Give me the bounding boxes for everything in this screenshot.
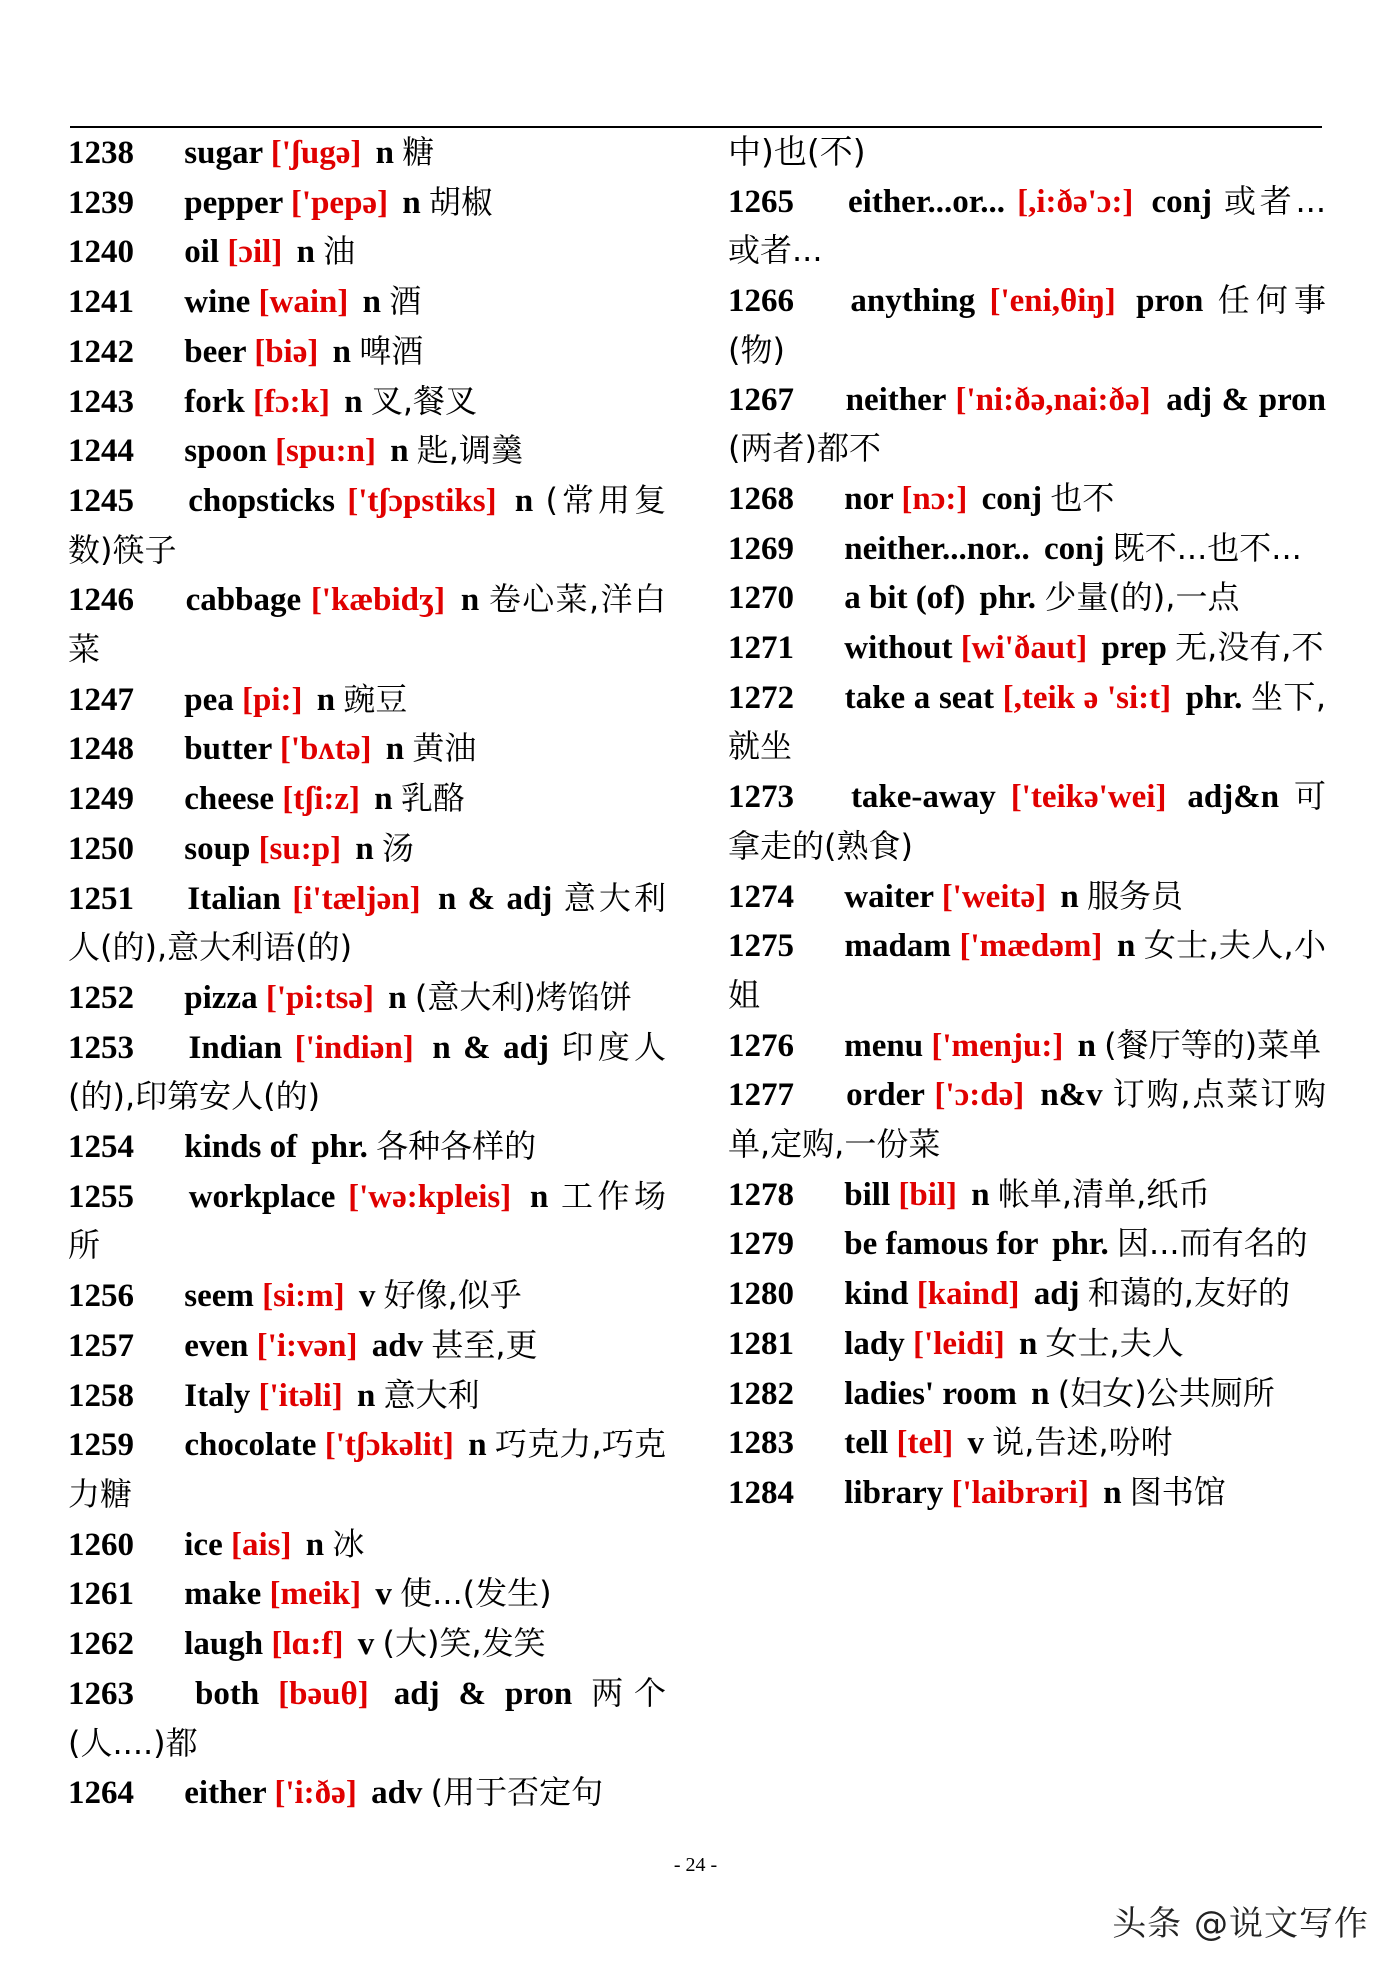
vocab-entry [728, 376, 1326, 474]
entry-phonetic: ['indiən] [294, 1029, 414, 1066]
entry-meaning: (常用复数)筷子 [68, 480, 667, 569]
entry-phonetic: [,i:ðə'ɔ:] [1017, 183, 1134, 220]
entry-number: 1257 [68, 1327, 134, 1364]
vocab-entry [68, 377, 666, 427]
entry-number: 1281 [728, 1325, 794, 1362]
vocab-entry [68, 1420, 666, 1519]
entry-phonetic: [su:p] [258, 830, 342, 867]
entry-pos: n [514, 482, 534, 519]
vocab-entry [728, 1468, 1326, 1518]
entry-word: either [184, 1775, 267, 1812]
entry-meaning: 叉,餐叉 [370, 381, 478, 420]
entry-phonetic: [nɔ:] [901, 480, 968, 517]
entry-word: anything [850, 283, 976, 320]
vocab-entry [728, 524, 1326, 574]
entry-pos: v [358, 1278, 376, 1315]
entry-number: 1253 [68, 1029, 134, 1066]
entry-meaning: 女士,夫人 [1045, 1323, 1184, 1362]
entry-pos: n [316, 681, 336, 718]
entry-word: kinds of [184, 1129, 298, 1166]
entry-number: 1240 [68, 234, 134, 271]
entry-word: cabbage [185, 582, 302, 619]
vocab-entry [728, 921, 1326, 1020]
entry-pos: n [1077, 1027, 1096, 1064]
entry-word: lady [844, 1325, 905, 1362]
entry-word: either...or... [848, 183, 1006, 220]
entry-phonetic: [tel] [896, 1425, 954, 1462]
entry-number: 1277 [728, 1077, 794, 1114]
entry-word: Indian [188, 1029, 283, 1066]
entry-pos: conj [1151, 183, 1212, 220]
entry-pos: n & adj [437, 880, 553, 917]
entry-number: 1249 [68, 781, 134, 818]
vocab-entry [728, 673, 1326, 772]
entry-number: 1283 [728, 1425, 794, 1462]
entry-meaning: 无,没有,不 [1175, 628, 1324, 667]
entry-pos: conj [1044, 530, 1105, 567]
entry-meaning: 汤 [381, 828, 414, 867]
entry-pos: v [375, 1576, 392, 1613]
vocab-entry [728, 1070, 1326, 1169]
entry-phonetic: ['i:ðə] [274, 1775, 357, 1812]
entry-phonetic: [spu:n] [275, 433, 376, 470]
entry-pos: adj&n [1187, 779, 1280, 816]
vocab-entry [728, 474, 1326, 524]
entry-pos: phr. [1185, 679, 1243, 716]
entry-word: nor [844, 480, 894, 517]
entry-meaning: 匙,调羹 [416, 431, 523, 470]
entry-meaning: 和蔼的,友好的 [1087, 1274, 1290, 1313]
entry-number: 1280 [728, 1276, 794, 1313]
entry-number: 1243 [68, 383, 134, 420]
entry-pos: n [357, 1377, 376, 1414]
vocab-entry [728, 1219, 1326, 1269]
entry-phonetic: ['pi:tsə] [265, 979, 374, 1016]
entry-phonetic: ['tʃɔkəlit] [324, 1427, 454, 1464]
entry-phonetic: [biə] [254, 333, 319, 370]
entry-meaning: 坐下,就坐 [728, 677, 1326, 766]
entry-number: 1260 [68, 1526, 134, 1563]
entry-pos: v [357, 1626, 375, 1663]
entry-pos: adv [371, 1775, 423, 1812]
vocab-entry [68, 973, 666, 1023]
entry-phonetic: ['ɔ:də] [934, 1077, 1025, 1114]
entry-number: 1239 [68, 184, 134, 221]
entry-meaning: 意大利人(的),意大利语(的) [68, 878, 667, 967]
entry-number: 1247 [68, 681, 134, 718]
entry-word: bill [844, 1176, 891, 1213]
entry-pos: n & adj [432, 1029, 550, 1066]
continuation-text: 中)也(不) [728, 132, 866, 171]
entry-word: tell [844, 1425, 889, 1462]
vocab-entry [68, 227, 666, 277]
entry-pos: phr. [979, 580, 1037, 617]
entry-word: beer [184, 333, 246, 370]
entry-pos: n [296, 234, 315, 271]
entry-number: 1258 [68, 1377, 134, 1414]
entry-number: 1278 [728, 1176, 794, 1213]
entry-number: 1266 [728, 283, 794, 320]
entry-meaning: 甚至,更 [431, 1325, 538, 1364]
vocab-entry [68, 128, 666, 178]
entry-meaning: 豌豆 [343, 679, 408, 718]
entry-pos: phr. [1052, 1226, 1109, 1263]
entry-phonetic: ['ni:ðə,nai:ðə] [955, 381, 1151, 418]
entry-meaning: 使...(发生) [400, 1574, 552, 1613]
entry-word: pea [184, 681, 234, 718]
entry-number: 1251 [68, 880, 134, 917]
entry-word: make [184, 1576, 262, 1613]
entry-pos: n&v [1040, 1077, 1103, 1114]
entry-pos: n [1018, 1325, 1038, 1362]
entry-pos: n [1103, 1474, 1122, 1511]
vocab-entry [68, 675, 666, 725]
entry-meaning: (两者)都不 [728, 429, 881, 468]
entry-meaning: 各种各样的 [376, 1127, 537, 1166]
entry-word: take a seat [844, 679, 994, 716]
entry-meaning: (餐厅等的)菜单 [1104, 1025, 1322, 1064]
entry-number: 1250 [68, 830, 134, 867]
entry-phonetic: [kaind] [916, 1276, 1020, 1313]
entry-pos: n [305, 1526, 325, 1563]
entry-word: even [184, 1327, 249, 1364]
entry-number: 1238 [68, 135, 134, 171]
vocab-entry [728, 573, 1326, 623]
entry-word: a bit (of) [844, 580, 966, 617]
entry-phonetic: [bil] [898, 1176, 958, 1213]
entry-word: be famous for [844, 1226, 1038, 1263]
entry-meaning: 两个(人....)都 [68, 1673, 666, 1762]
entry-meaning: 冰 [332, 1524, 365, 1563]
entry-phonetic: [si:m] [262, 1278, 345, 1315]
entry-word: order [846, 1077, 925, 1114]
entry-phonetic: ['leidi] [913, 1325, 1005, 1362]
vocab-entry [728, 1418, 1326, 1468]
right-column [728, 128, 1326, 1518]
vocab-entry [68, 1023, 666, 1122]
entry-word: ladies' room [844, 1375, 1017, 1412]
entry-word: cheese [184, 781, 275, 818]
page-number: - 24 - [673, 1854, 718, 1876]
entry-number: 1262 [68, 1626, 134, 1663]
entry-phonetic: [ɔil] [227, 234, 283, 271]
entry-word: oil [184, 234, 220, 271]
vocab-entry [728, 772, 1326, 871]
entry-phonetic: [pi:] [242, 681, 303, 718]
entry-phonetic: [ais] [230, 1526, 292, 1563]
entry-number: 1282 [728, 1375, 794, 1412]
entry-number: 1259 [68, 1427, 134, 1464]
entry-number: 1246 [68, 582, 134, 619]
vocab-entry [68, 1768, 666, 1818]
entry-number: 1284 [728, 1474, 794, 1511]
entry-word: pizza [184, 979, 258, 1016]
entry-meaning: 黄油 [412, 729, 477, 768]
watermark: 头条 @说文写作 [1112, 1904, 1369, 1944]
vocab-entry [68, 1520, 666, 1570]
vocab-entry [728, 1269, 1326, 1319]
entry-word: fork [184, 383, 245, 420]
entry-meaning: 帐单,清单,纸币 [997, 1174, 1211, 1213]
entry-meaning: 卷心菜,洋白菜 [68, 580, 667, 669]
entry-phonetic: ['menju:] [931, 1027, 1064, 1064]
vocab-entry [728, 1369, 1326, 1419]
entry-pos: phr. [311, 1129, 368, 1166]
entry-pos: n [1116, 928, 1136, 965]
entry-meaning: 糖 [402, 133, 435, 171]
entry-meaning: (妇女)公共厕所 [1057, 1373, 1275, 1412]
entry-meaning: 啤酒 [359, 331, 424, 370]
entry-meaning: 既不...也不... [1112, 528, 1302, 567]
entry-phonetic: [,teik ə 'si:t] [1002, 679, 1172, 716]
entry-meaning: (用于否定句 [430, 1773, 604, 1812]
entry-pos: n [344, 383, 363, 420]
vocab-entry [68, 1271, 666, 1321]
entry-meaning: 胡椒 [428, 182, 493, 221]
entry-number: 1264 [68, 1775, 134, 1812]
vocab-entry [728, 177, 1326, 276]
entry-pos: n [362, 284, 381, 321]
entry-word: waiter [844, 878, 934, 915]
entry-pos: n [529, 1178, 549, 1215]
vocab-entry [68, 1321, 666, 1371]
entry-word: menu [844, 1027, 924, 1064]
entry-pos: adj [1033, 1276, 1080, 1313]
entry-meaning: (意大利)烤馅饼 [414, 977, 632, 1016]
entry-number: 1274 [728, 878, 794, 915]
vocab-entry [728, 1319, 1326, 1369]
entry-phonetic: [bəuθ] [278, 1675, 369, 1712]
entry-number: 1242 [68, 333, 134, 370]
vocab-entry [68, 1172, 666, 1271]
entry-number: 1279 [728, 1226, 794, 1263]
entry-pos: adj & pron [1166, 381, 1326, 418]
entry-word: kind [844, 1276, 909, 1313]
entry-phonetic: ['kæbidʒ] [310, 582, 446, 619]
entry-pos: n [1060, 878, 1079, 915]
entry-number: 1241 [68, 284, 134, 321]
entry-phonetic: ['eni,θiŋ] [989, 283, 1116, 320]
entry-word: wine [184, 284, 251, 321]
entry-number: 1267 [728, 381, 794, 418]
entry-meaning: 图书馆 [1129, 1472, 1226, 1511]
entry-meaning: (大)笑,发笑 [382, 1624, 546, 1663]
entry-pos: pron [1136, 283, 1204, 320]
vocab-entry [68, 1569, 666, 1619]
vocab-entry [68, 1371, 666, 1421]
entry-phonetic: ['bʌtə] [279, 731, 372, 768]
entry-number: 1255 [68, 1178, 134, 1215]
entry-pos: n [460, 582, 480, 619]
entry-number: 1252 [68, 979, 134, 1016]
entry-number: 1263 [68, 1675, 134, 1712]
entry-phonetic: [i'tæljən] [292, 880, 421, 917]
entry-pos: n [355, 830, 374, 867]
entry-number: 1268 [728, 480, 794, 517]
entry-meaning: 可拿走的(熟食) [728, 777, 1327, 865]
entry-pos: v [967, 1425, 985, 1462]
vocab-entry [728, 623, 1326, 673]
vocab-entry [68, 1619, 666, 1669]
vocab-entry [68, 824, 666, 874]
entry-number: 1270 [728, 580, 794, 617]
entry-pos: n [390, 433, 409, 470]
entry-number: 1256 [68, 1278, 134, 1315]
entry-meaning: 工作场所 [68, 1176, 666, 1265]
entry-pos: n [468, 1427, 487, 1464]
entry-pos: n [1031, 1375, 1050, 1412]
vocab-entry [68, 426, 666, 476]
entry-pos: n [332, 333, 351, 370]
entry-phonetic: [fɔ:k] [253, 383, 330, 420]
entry-meaning: 女士,夫人,小姐 [728, 926, 1326, 1014]
entry-phonetic: [wain] [258, 284, 349, 321]
entry-meaning: 也不 [1050, 478, 1115, 517]
vocab-entry [68, 1669, 666, 1768]
entry-word: chocolate [184, 1427, 317, 1464]
entry-word: madam [844, 928, 951, 965]
vocab-entry [68, 277, 666, 327]
entry-word: Italian [187, 880, 281, 917]
vocab-entry [728, 1021, 1326, 1071]
entry-word: ice [184, 1526, 223, 1563]
entry-meaning: 酒 [389, 282, 422, 321]
entry-phonetic: ['wə:kpleis] [348, 1178, 512, 1215]
vocab-entry [728, 1170, 1326, 1220]
entry-word: Italy [184, 1377, 251, 1414]
entry-pos: n [375, 135, 394, 171]
entry-word: library [844, 1474, 944, 1511]
entry-pos: adj & pron [393, 1675, 573, 1712]
entry-pos: n [388, 979, 407, 1016]
entry-phonetic: ['ʃugə] [270, 135, 362, 171]
entry-word: butter [184, 731, 272, 768]
entry-phonetic: ['teikə'wei] [1010, 779, 1167, 816]
vocab-entry [728, 872, 1326, 922]
entry-word: neither...nor.. [844, 530, 1030, 567]
left-column [68, 128, 666, 1818]
entry-pos: n [971, 1176, 990, 1213]
entry-word: soup [184, 830, 251, 867]
vocab-entry [68, 476, 666, 575]
entry-word: spoon [184, 433, 267, 470]
entry-pos: conj [981, 480, 1043, 517]
entry-word: without [844, 630, 953, 667]
entry-number: 1248 [68, 731, 134, 768]
entry-word: seem [184, 1278, 254, 1315]
entry-phonetic: ['weitə] [941, 878, 1047, 915]
entry-pos: n [402, 184, 421, 221]
entry-meaning: 油 [323, 232, 356, 271]
entry-meaning: 巧克力,巧克力糖 [68, 1425, 666, 1513]
entry-word: neither [845, 381, 946, 418]
entry-phonetic: ['tʃɔpstiks] [347, 482, 497, 519]
entry-number: 1273 [728, 779, 794, 816]
entry-meaning: 少量(的),一点 [1044, 578, 1240, 617]
entry-meaning: 服务员 [1086, 876, 1183, 915]
vocab-entry [68, 874, 666, 973]
entry-phonetic: [wi'ðaut] [960, 630, 1088, 667]
entry-number: 1244 [68, 433, 134, 470]
entry-number: 1272 [728, 679, 794, 716]
entry-phonetic: ['laibrəri] [951, 1474, 1089, 1511]
entry-meaning: 订购,点菜订购单,定购,一份菜 [728, 1075, 1327, 1164]
entry-number: 1254 [68, 1129, 134, 1166]
vocab-entry [68, 724, 666, 774]
vocab-entry [728, 276, 1326, 375]
entry-word: sugar [184, 135, 263, 171]
entry-meaning: 好像,似乎 [383, 1276, 522, 1315]
entry-meaning: 印度人(的),印第安人(的) [68, 1027, 667, 1116]
entry-meaning: 任何事(物) [728, 281, 1327, 369]
entry-number: 1276 [728, 1027, 794, 1064]
entry-phonetic: ['mædəm] [959, 928, 1103, 965]
entry-number: 1275 [728, 928, 794, 965]
entry-number: 1261 [68, 1576, 134, 1613]
entry-phonetic: [tʃi:z] [282, 781, 361, 818]
vocab-entry [68, 178, 666, 228]
entry-number: 1265 [728, 183, 794, 220]
vocab-entry [68, 575, 666, 674]
entry-phonetic: ['pepə] [290, 184, 389, 221]
entry-meaning: 乳酪 [400, 779, 465, 818]
entry-meaning: 说,告述,吩咐 [992, 1423, 1173, 1462]
entry-meaning: 因...而有名的 [1117, 1224, 1308, 1263]
entry-pos: n [374, 781, 393, 818]
entry-word: chopsticks [188, 482, 335, 519]
entry-phonetic: [meik] [269, 1576, 362, 1613]
entry-number: 1269 [728, 530, 794, 567]
entry-word: laugh [184, 1626, 264, 1663]
entry-phonetic: ['itəli] [258, 1377, 343, 1414]
entry-word: pepper [184, 184, 283, 221]
vocab-entry [68, 327, 666, 377]
entry-meaning: 意大利 [383, 1375, 480, 1414]
entry-pos: prep [1101, 630, 1167, 667]
entry-number: 1245 [68, 482, 134, 519]
vocab-entry [68, 774, 666, 824]
entry-word: take-away [850, 779, 996, 816]
entry-phonetic: ['i:vən] [256, 1327, 358, 1364]
entry-phonetic: [lɑ:f] [271, 1626, 344, 1663]
entry-number: 1271 [728, 630, 794, 667]
entry-meaning: 或者...或者... [728, 181, 1326, 270]
vocab-entry [68, 1122, 666, 1172]
entry-pos: adv [371, 1327, 424, 1364]
entry-pos: n [385, 731, 405, 768]
entry-word: workplace [188, 1178, 336, 1215]
entry-word: both [194, 1675, 260, 1712]
